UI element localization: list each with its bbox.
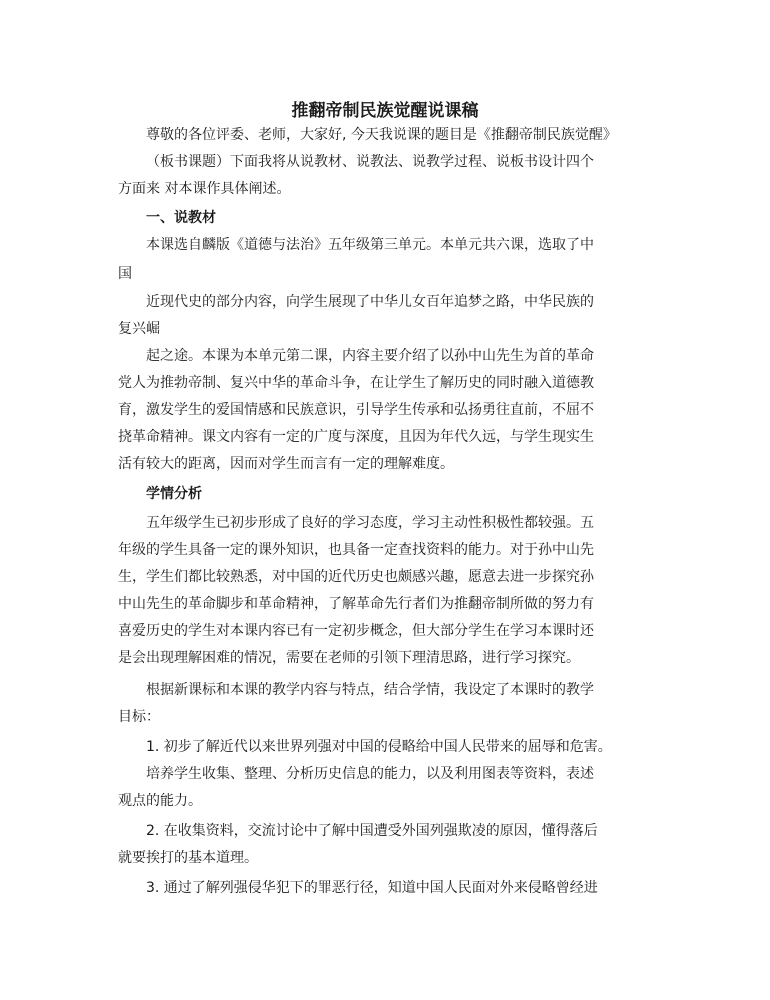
- text-line: 方面来 对本课作具体阐述。: [118, 181, 291, 197]
- text-line: 喜爱历史的学生对本课内容已有一定初步概念，但大部分学生在学习本课时还: [118, 623, 594, 639]
- text-line: 生，学生们都比较熟悉，对中国的近代历史也颇感兴趣，愿意去进一步探究孙: [118, 569, 594, 585]
- text-line: 党人为推勃帝制、复兴中华的革命斗争，在让学生了解历史的同时融入道德教: [118, 375, 594, 391]
- text-line: 是会出现理解困难的情况，需要在老师的引领下理清思路，进行学习探究。: [118, 650, 580, 666]
- text-line: 年级的学生具备一定的课外知识，也具备一定查找资料的能力。对于孙中山先: [118, 542, 594, 558]
- section-heading: 学情分析: [146, 486, 202, 502]
- text-line: 育，激发学生的爱国情感和民族意识，引导学生传承和弘扬勇往直前，不屈不: [118, 402, 594, 418]
- text-line: 本课选自麟版《道德与法治》五年级第三单元。本单元共六课，选取了中: [146, 237, 594, 253]
- text-line: 中山先生的革命脚步和革命精神，了解革命先行者们为推翻帝制所做的努力有: [118, 596, 594, 612]
- text-line: 观点的能力。: [118, 793, 202, 809]
- text-line: 就要挨打的基本道理。: [118, 850, 258, 866]
- text-line: 1. 初步了解近代以来世界列强对中国的侵略给中国人民带来的屈辱和危害。: [146, 739, 612, 755]
- section-heading: 一、说教材: [146, 210, 216, 226]
- text-line: 培养学生收集、整理、分析历史信息的能力，以及利用图表等资料，表述: [146, 766, 594, 782]
- text-line: 尊敬的各位评委、老师，大家好, 今天我说课的题目是《推翻帝制民族觉醒》: [146, 127, 617, 143]
- text-line: 五年级学生已初步形成了良好的学习态度，学习主动性积极性都较强。五: [146, 515, 594, 531]
- text-line: 根据新课标和本课的教学内容与特点，结合学情，我设定了本课时的教学: [146, 682, 594, 698]
- text-line: 3. 通过了解列强侵华犯下的罪恶行径，知道中国人民面对外来侵略曾经进: [146, 880, 598, 896]
- text-line: 目标：: [118, 709, 160, 725]
- document-title: 推翻帝制民族觉醒说课稿: [291, 101, 479, 121]
- text-line: 近现代史的部分内容，向学生展现了中华儿女百年追梦之路，中华民族的: [146, 294, 594, 310]
- text-line: 2. 在收集资料，交流讨论中了解中国遭受外国列强欺凌的原因，懂得落后: [146, 823, 598, 839]
- text-line: 国: [118, 266, 132, 282]
- text-line: 复兴崛: [118, 321, 160, 337]
- text-line: （板书课题）下面我将从说教材、说教法、说教学过程、说板书设计四个: [146, 154, 594, 170]
- text-line: 挠革命精神。课文内容有一定的广度与深度，且因为年代久远，与学生现实生: [118, 429, 594, 445]
- text-line: 起之途。本课为本单元第二课，内容主要介绍了以孙中山先生为首的革命: [146, 348, 594, 364]
- text-line: 活有较大的距离，因而对学生而言有一定的理解难度。: [118, 456, 454, 472]
